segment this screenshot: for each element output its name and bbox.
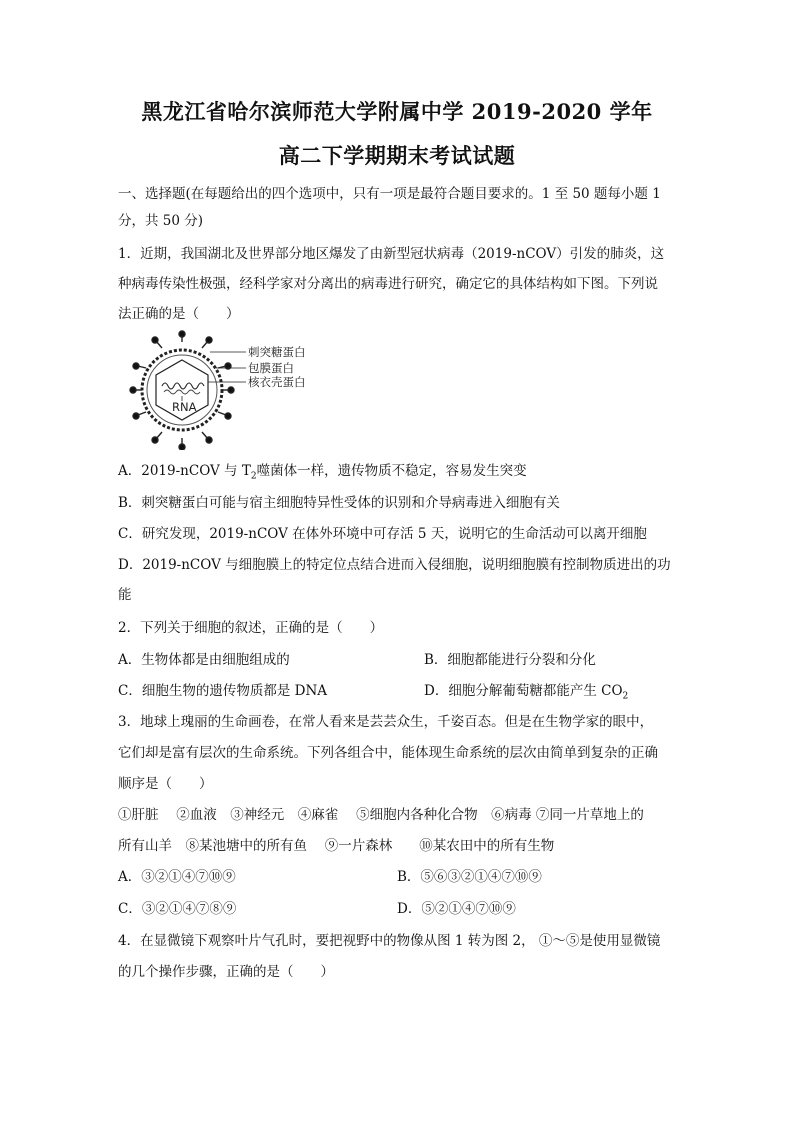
- q2-stem: 2．下列关于细胞的叙述，正确的是（ ）: [118, 620, 384, 636]
- q3-items-line-2: 所有山羊 ⑧某池塘中的所有鱼 ⑨一片森林 ⑩某农田中的所有生物: [118, 838, 555, 854]
- virus-diagram: [124, 330, 324, 450]
- q2-option-c: C．细胞生物的遗传物质都是 DNA: [118, 683, 328, 699]
- section-instructions-line-1: 一、选择题(在每题给出的四个选项中，只有一项是最符合题目要求的。1 至 50 题每小题 1: [118, 186, 661, 202]
- q1-option-a-subscript: 2: [250, 471, 257, 482]
- virus-structure-figure: [124, 330, 324, 450]
- q1-option-c: C．研究发现，2019-nCOV 在体外环境中可存活 5 天，说明它的生命活动可以离开细胞: [118, 526, 647, 542]
- q1-option-d-line-1: D．2019-nCOV 与细胞膜上的特定位点结合进而入侵细胞，说明细胞膜有控制物质进出的功: [118, 557, 671, 573]
- q2-option-d: [424, 679, 628, 702]
- envelope-protein-label: 包膜蛋白: [248, 361, 294, 375]
- q1-option-d-line-2: 能: [118, 587, 132, 603]
- envelope-membrane: [142, 350, 222, 430]
- q3-option-d: D．⑤②①④⑦⑩⑨: [397, 901, 516, 917]
- q3-option-c: C．③②①④⑦⑧⑨: [118, 901, 237, 917]
- q2-option-d-subscript: 2: [622, 691, 629, 702]
- q1-option-a: [118, 459, 527, 482]
- q4-stem-line-2: 的几个操作步骤，正确的是（ ）: [118, 964, 334, 980]
- title-line-2: 高二下学期期末考试试题: [278, 143, 516, 168]
- q3-stem-line-3: 顺序是（ ）: [118, 776, 213, 792]
- q3-stem-line-1: 3．地球上瑰丽的生命画卷，在常人看来是芸芸众生，千姿百态。但是在生物学家的眼中，: [118, 714, 654, 730]
- title-line-1: 黑龙江省哈尔滨师范大学附属中学 2019-2020 学年: [141, 99, 653, 124]
- q1-stem-line-3: 法正确的是（ ）: [118, 306, 240, 322]
- q4-stem-line-1: 4．在显微镜下观察叶片气孔时，要把视野中的物像从图 1 转为图 2， ①～⑤是使用显微镜: [118, 933, 661, 949]
- q1-option-a-pre: A．2019-nCOV 与 T: [118, 463, 251, 479]
- q2-option-a: A．生物体都是由细胞组成的: [118, 652, 290, 668]
- spike-glycoprotein-label: 刺突糖蛋白: [248, 345, 306, 359]
- section-instructions-line-2: 分，共 50 分): [118, 213, 204, 229]
- q3-stem-line-2: 它们却是富有层次的生命系统。下列各组合中，能体现生命系统的层次由简单到复杂的正确: [118, 745, 658, 761]
- q3-items-line-1: ①肝脏 ②血液 ③神经元 ④麻雀 ⑤细胞内各种化合物 ⑥病毒 ⑦同一片草地上的: [118, 807, 644, 823]
- rna-label: RNA: [172, 400, 197, 414]
- q1-option-a-post: 噬菌体一样，遗传物质不稳定，容易发生突变: [256, 463, 527, 479]
- q3-option-a: A．③②①④⑦⑩⑨: [118, 869, 236, 885]
- q1-stem-line-2: 种病毒传染性极强，经科学家对分离出的病毒进行研究，确定它的具体结构如下图。下列说: [118, 276, 658, 292]
- nucleocapsid-protein-label: 核衣壳蛋白: [248, 375, 306, 389]
- q1-stem-line-1: 1．近期，我国湖北及世界部分地区爆发了由新型冠状病毒（2019-nCOV）引发的肺炎，这: [118, 246, 665, 262]
- q1-option-b: B．刺突糖蛋白可能与宿主细胞特异性受体的识别和介导病毒进入细胞有关: [118, 495, 560, 511]
- q2-option-b: B．细胞都能进行分裂和分化: [424, 652, 596, 668]
- q2-option-d-text: D．细胞分解葡萄糖都能产生 CO: [424, 683, 623, 699]
- q3-option-b: B．⑤⑥③②①④⑦⑩⑨: [397, 869, 542, 885]
